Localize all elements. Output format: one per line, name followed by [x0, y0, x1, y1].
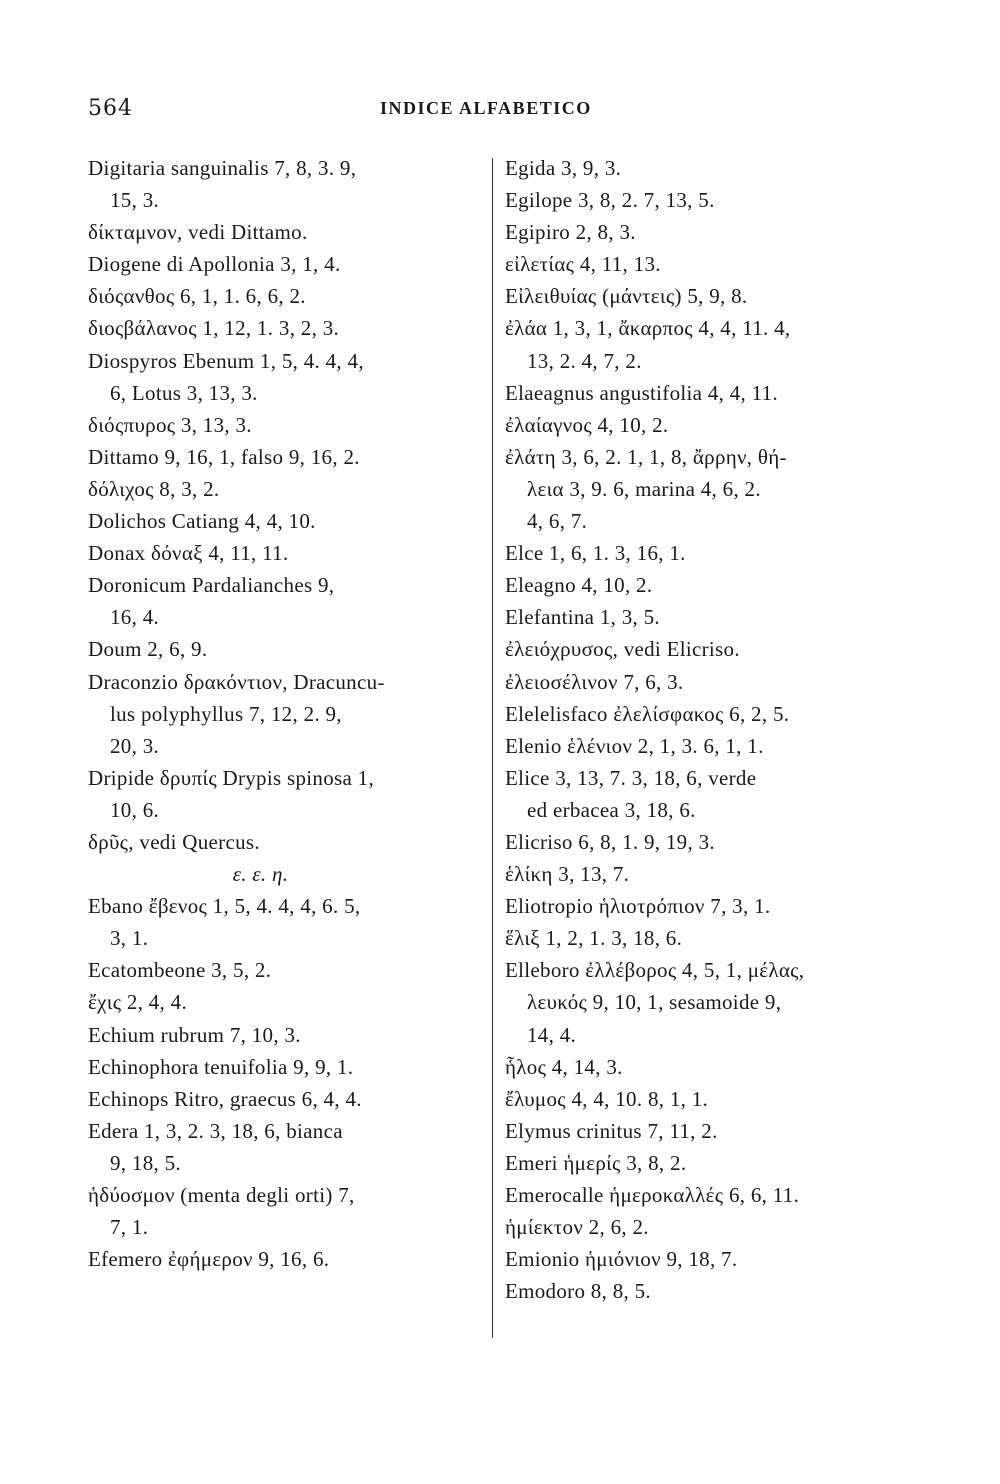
left-column-entry-line: Doum 2, 6, 9.: [88, 637, 208, 662]
column-divider: [492, 158, 493, 1338]
right-column-entry-line: Εἰλειθυίας (μάντεις) 5, 9, 8.: [505, 284, 748, 309]
left-column-entry-line: Efemero ἐφήμερον 9, 16, 6.: [88, 1247, 330, 1272]
right-column-entry-line: Elefantina 1, 3, 5.: [505, 605, 660, 630]
left-column-entry-line: δόλιχος 8, 3, 2.: [88, 476, 220, 501]
right-column-entry-line: Elelelisfaco ἐλελίσφακος 6, 2, 5.: [505, 701, 790, 726]
left-column-entry-line: Dittamo 9, 16, 1, falso 9, 16, 2.: [88, 444, 360, 469]
right-column-entry-line: εἰλετίας 4, 11, 13.: [505, 252, 661, 277]
left-column-entry-line: Digitaria sanguinalis 7, 8, 3. 9,: [88, 156, 357, 180]
left-column-entry-line: Ebano ἔβενος 1, 5, 4. 4, 4, 6. 5,: [88, 894, 361, 919]
left-column: [88, 152, 473, 1275]
right-column-entry-line: ἐλαίαγνος 4, 10, 2.: [505, 412, 669, 437]
right-column-entry-line: λευκός 9, 10, 1, sesamoide 9,: [527, 990, 782, 1015]
right-column-entry-line: Egida 3, 9, 3.: [505, 156, 622, 180]
right-column-entry-line: Emerocalle ἡμεροκαλλές 6, 6, 11.: [505, 1183, 800, 1207]
right-column-entry-line: 13, 2. 4, 7, 2.: [527, 348, 642, 373]
right-column-entry-line: 14, 4.: [527, 1022, 577, 1047]
left-column-entry-line: διόςανθος 6, 1, 1. 6, 6, 2.: [88, 284, 306, 309]
left-column-entry-line: Dolichos Catiang 4, 4, 10.: [88, 509, 316, 534]
left-column-entry-line: Dripide δρυπίς Drypis spinosa 1,: [88, 765, 375, 790]
right-column-entry-line: ἡμίεκτον 2, 6, 2.: [505, 1215, 649, 1240]
right-column-entry-line: ed erbacea 3, 18, 6.: [527, 797, 696, 822]
right-column-entry-line: Elleboro ἐλλέβορος 4, 5, 1, μέλας,: [505, 958, 805, 983]
page-number: 564: [88, 96, 133, 121]
left-column-entry-line: 15, 3.: [110, 188, 160, 213]
right-column-entry-line: ἑλίκη 3, 13, 7.: [505, 862, 630, 887]
left-column-entry-line: Draconzio δρακόντιον, Dracuncu-: [88, 669, 385, 694]
right-column-entry-line: Elice 3, 13, 7. 3, 18, 6, verde: [505, 765, 757, 790]
left-column-entry-line: 6, Lotus 3, 13, 3.: [110, 380, 258, 405]
left-column-entry-line: Diospyros Ebenum 1, 5, 4. 4, 4,: [88, 348, 364, 373]
right-column-entry-line: Emodoro 8, 8, 5.: [505, 1279, 651, 1304]
right-column-entry-line: ἐλάα 1, 3, 1, ἄκαρπος 4, 4, 11. 4,: [505, 316, 791, 341]
left-column-entry-line: ἡδύοσμον (menta degli orti) 7,: [88, 1183, 355, 1207]
left-column-entry-line: 10, 6.: [110, 797, 160, 822]
right-column-entry-line: Elymus crinitus 7, 11, 2.: [505, 1118, 718, 1143]
left-column-entry-line: Edera 1, 3, 2. 3, 18, 6, bianca: [88, 1118, 343, 1143]
right-column-entry-line: Elicriso 6, 8, 1. 9, 19, 3.: [505, 829, 715, 854]
left-column-entry-line: 16, 4.: [110, 605, 160, 630]
right-column-entry-line: Elenio ἑλένιον 2, 1, 3. 6, 1, 1.: [505, 733, 764, 758]
left-column-entry-line: Donax δόναξ 4, 11, 11.: [88, 541, 289, 566]
right-column-entry-line: ἧλος 4, 14, 3.: [505, 1054, 623, 1079]
left-column-entry-line: ἔχις 2, 4, 4.: [88, 990, 188, 1015]
section-letter-heading: ε. ε. η.: [232, 862, 289, 887]
right-column-entry-line: Egilope 3, 8, 2. 7, 13, 5.: [505, 188, 715, 213]
right-column-entry-line: ἐλάτη 3, 6, 2. 1, 1, 8, ἄρρην, θή-: [505, 444, 787, 469]
right-column-entry-line: ἐλειοσέλινον 7, 6, 3.: [505, 669, 684, 694]
left-column-entry-line: δρῦς, vedi Quercus.: [88, 829, 260, 854]
right-column-entry-line: ἕλιξ 1, 2, 1. 3, 18, 6.: [505, 926, 683, 951]
right-column-entry-line: ἐλειόχρυσος, vedi Elicriso.: [505, 637, 740, 662]
right-column-entry-line: ἔλυμος 4, 4, 10. 8, 1, 1.: [505, 1086, 709, 1111]
left-column-entry-line: Doronicum Pardalianches 9,: [88, 573, 335, 598]
left-column-entry-line: 3, 1.: [110, 926, 149, 951]
right-column-entry-line: Elaeagnus angustifolia 4, 4, 11.: [505, 380, 779, 405]
left-column-entry-line: lus polyphyllus 7, 12, 2. 9,: [110, 701, 342, 726]
left-column-entry-line: δίκταμνον, vedi Dittamo.: [88, 220, 308, 245]
running-head: INDICE ALFABETICO: [380, 98, 592, 118]
left-column-entry-line: Echinophora tenuifolia 9, 9, 1.: [88, 1054, 354, 1079]
left-column-entry-line: 7, 1.: [110, 1215, 149, 1240]
left-column-entry-line: διόςπυρος 3, 13, 3.: [88, 412, 252, 437]
right-column-entry-line: Egipiro 2, 8, 3.: [505, 220, 636, 245]
left-column-entry-line: 9, 18, 5.: [110, 1150, 181, 1175]
left-column-entry-line: διοςβάλανος 1, 12, 1. 3, 2, 3.: [88, 316, 340, 341]
right-column-entry-line: Eleagno 4, 10, 2.: [505, 573, 653, 598]
left-column-entry-line: 20, 3.: [110, 733, 160, 758]
right-column-entry-line: Elce 1, 6, 1. 3, 16, 1.: [505, 541, 686, 566]
right-column-entry-line: 4, 6, 7.: [527, 509, 588, 534]
left-column-entry-line: Echium rubrum 7, 10, 3.: [88, 1022, 301, 1047]
right-column-entry-line: Eliotropio ἡλιοτρόπιον 7, 3, 1.: [505, 894, 771, 919]
right-column-entry-line: Emionio ἡμιόνιον 9, 18, 7.: [505, 1247, 738, 1272]
right-column-entry-line: Emeri ἡμερίς 3, 8, 2.: [505, 1150, 687, 1175]
right-column-entry-line: λεια 3, 9. 6, marina 4, 6, 2.: [527, 476, 761, 501]
left-column-entry-line: Diogene di Apollonia 3, 1, 4.: [88, 252, 341, 277]
right-column: [505, 152, 900, 1307]
left-column-entry-line: Echinops Ritro, graecus 6, 4, 4.: [88, 1086, 362, 1111]
left-column-entry-line: Ecatombeone 3, 5, 2.: [88, 958, 272, 983]
